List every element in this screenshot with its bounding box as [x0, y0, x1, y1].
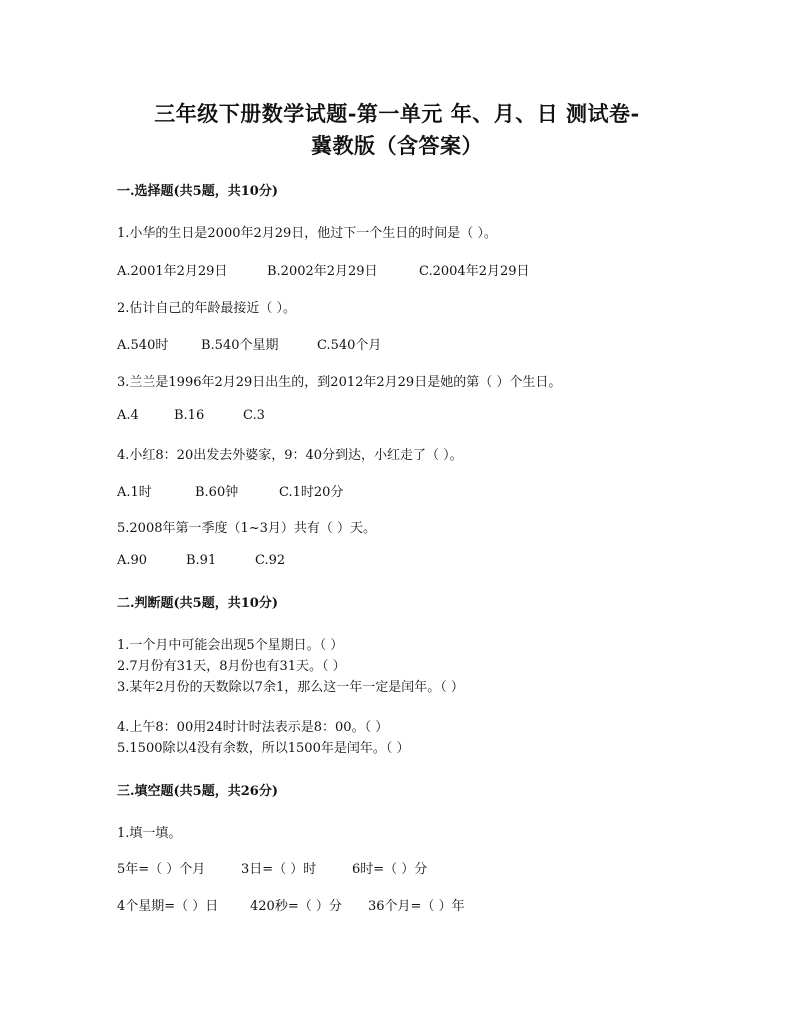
fill-row-2 — [117, 895, 465, 914]
fill-row-2-item-3: 36个月=（ ）年 — [368, 899, 465, 914]
question-1-text: 1.小华的生日是2000年2月29日，他过下一个生日的时间是（ ）。 — [117, 226, 497, 241]
question-3-option-a: A.4 — [117, 408, 139, 423]
question-5-option-c: C.92 — [255, 553, 286, 568]
question-4-option-a: A.1时 — [117, 485, 152, 500]
question-5-text: 5.2008年第一季度（1~3月）共有（ ）天。 — [117, 521, 377, 536]
judge-item-5: 5.1500除以4没有余数，所以1500年是闰年。（ ） — [117, 741, 410, 756]
question-2-option-b: B.540个星期 — [201, 338, 279, 353]
judge-item-1: 1.一个月中可能会出现5个星期日。（ ） — [117, 638, 344, 653]
question-1-option-b: B.2002年2月29日 — [267, 264, 378, 279]
question-4-text: 4.小红8：20出发去外婆家，9：40分到达，小红走了（ ）。 — [117, 448, 463, 463]
fill-question-1-label: 1.填一填。 — [117, 826, 182, 841]
question-3-option-c: C.3 — [243, 408, 265, 423]
question-5-option-b: B.91 — [186, 553, 217, 568]
question-4-options — [117, 481, 343, 500]
judge-item-2: 2.7月份有31天，8月份也有31天。（ ） — [117, 659, 346, 674]
question-4-option-c: C.1时20分 — [279, 485, 344, 500]
question-2-option-a: A.540时 — [117, 338, 169, 353]
question-2-text: 2.估计自己的年龄最接近（ ）。 — [117, 301, 297, 316]
question-4-option-b: B.60钟 — [195, 485, 239, 500]
question-3-text: 3.兰兰是1996年2月29日出生的，到2012年2月29日是她的第（ ）个生日。 — [117, 375, 562, 390]
judge-item-3: 3.某年2月份的天数除以7余1，那么这一年一定是闰年。（ ） — [117, 680, 464, 695]
question-5-options — [117, 553, 285, 568]
section3-heading: 三.填空题(共5题，共26分) — [117, 784, 278, 799]
fill-row-1-item-3: 6时=（ ）分 — [352, 862, 428, 877]
judge-item-4: 4.上午8：00用24时计时法表示是8：00。（ ） — [117, 720, 389, 735]
fill-row-2-item-1: 4个星期=（ ）日 — [117, 899, 219, 914]
question-3-options — [117, 408, 265, 423]
section1-heading: 一.选择题(共5题，共10分) — [117, 184, 278, 199]
question-1-options — [117, 260, 530, 279]
question-1-option-a: A.2001年2月29日 — [117, 264, 228, 279]
document-title-line1: 三年级下册数学试题-第一单元 年、月、日 测试卷- — [154, 101, 640, 126]
question-1-option-c: C.2004年2月29日 — [419, 264, 530, 279]
fill-row-2-item-2: 420秒=（ ）分 — [250, 899, 342, 914]
section2-heading: 二.判断题(共5题，共10分) — [117, 596, 278, 611]
fill-row-1-item-2: 3日=（ ）时 — [241, 862, 317, 877]
question-3-option-b: B.16 — [174, 408, 205, 423]
fill-row-1-item-1: 5年=（ ）个月 — [117, 862, 206, 877]
fill-row-1 — [117, 858, 427, 877]
document-title-line2: 冀教版（含答案） — [311, 133, 483, 158]
question-2-options — [117, 334, 381, 353]
question-5-option-a: A.90 — [117, 553, 148, 568]
question-2-option-c: C.540个月 — [317, 338, 382, 353]
